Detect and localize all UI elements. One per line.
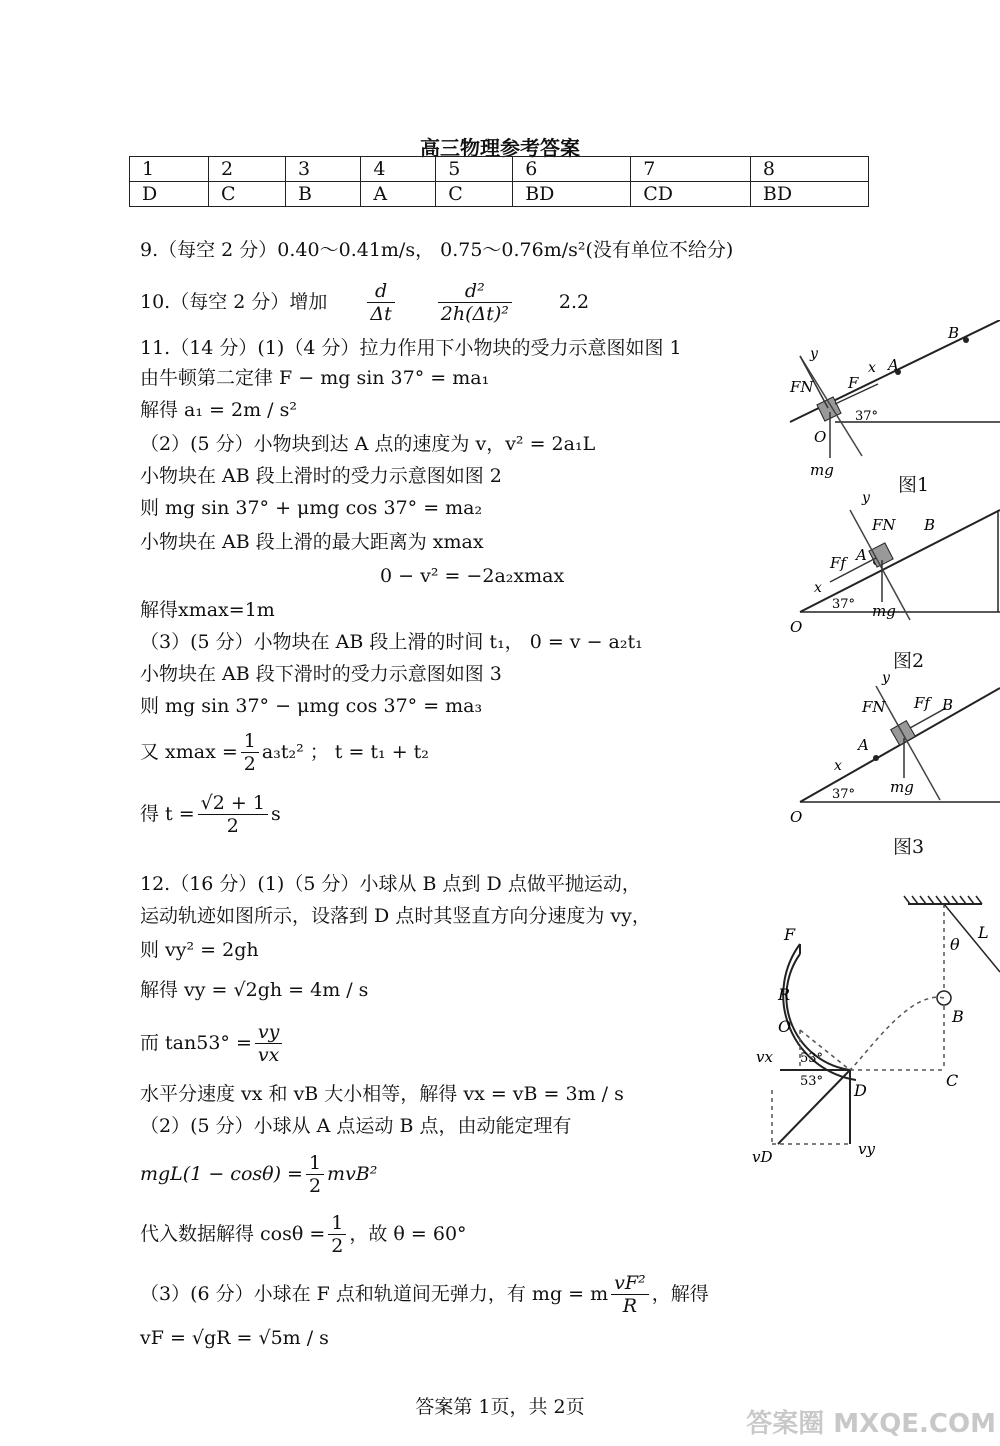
fraction-denominator: 2 xyxy=(226,814,239,837)
figure-2-diagram xyxy=(780,490,1000,640)
q12-line-10-prefix: （3）(6 分）小球在 F 点和轨道间无弹力，有 mg = m xyxy=(140,1283,609,1305)
q10-fraction-2 xyxy=(438,280,512,325)
friction-force-label: Ff xyxy=(830,554,846,572)
q11-line-13-prefix: 又 xmax = xyxy=(140,741,238,763)
q10-answer xyxy=(140,272,589,332)
angle-53-label: 53° xyxy=(800,1051,824,1066)
table-cell: C xyxy=(436,182,513,207)
q12-line-8-prefix: mgL(1 − cosθ) = xyxy=(140,1163,303,1185)
point-b-label: B xyxy=(952,1007,964,1026)
figure-1-caption: 图1 xyxy=(898,474,930,496)
q11-line-3: 解得 a₁ = 2m / s² xyxy=(140,399,297,421)
point-b-label: B xyxy=(948,324,960,342)
point-a-label: A xyxy=(858,736,869,754)
table-cell: 7 xyxy=(631,157,751,182)
fraction-numerator: √2 + 1 xyxy=(198,792,268,815)
vy-label: vy xyxy=(858,1140,875,1158)
theta-label: θ xyxy=(950,935,960,954)
q12-line-9-prefix: 代入数据解得 cosθ = xyxy=(140,1223,326,1245)
angle-53-label-2: 53° xyxy=(800,1074,824,1089)
x-axis-label: x xyxy=(868,360,876,376)
table-cell: 5 xyxy=(436,157,513,182)
q11-line-5: 小物块在 AB 段上滑时的受力示意图如图 2 xyxy=(140,465,502,487)
q11-line-14-fraction xyxy=(198,792,268,837)
table-cell: B xyxy=(286,182,361,207)
angle-label: 37° xyxy=(832,597,856,612)
angle-label: 37° xyxy=(855,409,879,424)
page-title: 高三物理参考答案 xyxy=(420,136,580,160)
q12-line-8-suffix: mvB² xyxy=(327,1163,378,1185)
fraction-denominator: 2h(Δt)² xyxy=(440,302,509,325)
q12-line-10 xyxy=(140,1264,709,1324)
fraction-denominator: vx xyxy=(257,1043,280,1066)
center-o-label: O xyxy=(778,1017,792,1036)
q12-line-7: （2）(5 分）小球从 A 点运动 B 点，由动能定理有 xyxy=(140,1115,572,1137)
fraction-numerator: vy xyxy=(255,1021,282,1044)
normal-force-label: FN xyxy=(862,698,886,716)
table-cell: D xyxy=(130,182,209,207)
point-b-label: B xyxy=(942,696,954,714)
q11-line-11: 小物块在 AB 段下滑时的受力示意图如图 3 xyxy=(140,663,502,685)
q12-line-9-suffix: ，故 θ = 60° xyxy=(349,1223,467,1245)
origin-label: O xyxy=(790,808,803,826)
vd-label: vD xyxy=(752,1148,773,1166)
fraction-denominator: 2 xyxy=(308,1174,322,1197)
point-b-label: B xyxy=(924,516,936,534)
q12-line-11: vF = √gR = √5m / s xyxy=(140,1327,329,1349)
table-cell: BD xyxy=(513,182,631,207)
q12-line-2: 运动轨迹如图所示，设落到 D 点时其竖直方向分速度为 vy， xyxy=(140,905,651,927)
q11-line-2: 由牛顿第二定律 F − mg sin 37° = ma₁ xyxy=(140,367,490,389)
q12-line-10-fraction xyxy=(611,1272,649,1317)
q12-line-8 xyxy=(140,1146,377,1202)
point-a-dot xyxy=(873,755,879,761)
radius-label: R xyxy=(778,985,791,1004)
block-icon xyxy=(869,543,893,567)
length-l-label: L xyxy=(978,923,989,942)
q10-fraction-1 xyxy=(367,280,394,325)
q11-line-6: 则 mg sin 37° + μmg cos 37° = ma₂ xyxy=(140,497,483,519)
fraction-numerator: d² xyxy=(438,280,512,303)
fraction-numerator: 1 xyxy=(241,730,259,753)
x-axis-label: x xyxy=(834,758,842,774)
normal-line xyxy=(800,356,862,456)
q10-value: 2.2 xyxy=(558,291,590,313)
q12-line-1: 12.（16 分）(1)（5 分）小球从 B 点到 D 点做平抛运动， xyxy=(140,873,641,895)
fraction-denominator: Δt xyxy=(370,302,392,325)
q11-line-9: 解得xmax=1m xyxy=(140,599,275,621)
q11-line-10: （3）(5 分）小物块在 AB 段上滑的时间 t₁， 0 = v − a₂t₁ xyxy=(140,631,643,653)
q12-line-5-prefix: 而 tan53° = xyxy=(140,1032,252,1054)
table-cell: 8 xyxy=(750,157,868,182)
q12-line-5-fraction xyxy=(255,1021,282,1066)
figure-3-caption: 图3 xyxy=(893,836,925,858)
angle-label: 37° xyxy=(832,787,856,802)
fraction-denominator: R xyxy=(622,1294,638,1317)
table-cell: CD xyxy=(631,182,751,207)
friction-force-label: Ff xyxy=(914,694,930,712)
x-axis-label: x xyxy=(814,580,822,596)
origin-label: O xyxy=(814,428,827,446)
y-axis-label: y xyxy=(882,670,890,686)
normal-force-label: FN xyxy=(872,516,896,534)
q12-line-8-fraction xyxy=(306,1152,324,1197)
answer-table-number-row xyxy=(130,157,869,182)
q11-line-8: 0 − v² = −2a₂xmax xyxy=(380,565,565,587)
page-footer: 答案第 1页，共 2页 xyxy=(415,1396,585,1418)
figure-3-diagram xyxy=(780,660,1000,830)
table-cell: BD xyxy=(750,182,868,207)
table-cell: 6 xyxy=(513,157,631,182)
gravity-label: mg xyxy=(890,778,914,796)
fraction-numerator: 1 xyxy=(306,1152,324,1175)
table-cell: 4 xyxy=(361,157,436,182)
q11-line-14-prefix: 得 t = xyxy=(140,803,195,825)
q12-line-9-fraction xyxy=(328,1212,346,1257)
table-cell: 3 xyxy=(286,157,361,182)
y-axis-label: y xyxy=(810,346,818,362)
table-cell: A xyxy=(361,182,436,207)
q12-line-3: 则 vy² = 2gh xyxy=(140,939,259,961)
fraction-numerator: d xyxy=(367,280,394,303)
trajectory-path xyxy=(850,997,944,1070)
answer-table-answer-row xyxy=(130,182,869,207)
gravity-label: mg xyxy=(872,602,896,620)
pull-force-label: F xyxy=(848,374,859,392)
q11-line-12: 则 mg sin 37° − μmg cos 37° = ma₃ xyxy=(140,695,483,717)
q11-line-1: 11.（14 分）(1)（4 分）拉力作用下小物块的受力示意图如图 1 xyxy=(140,337,682,359)
q12-line-5 xyxy=(140,1014,285,1072)
table-cell: C xyxy=(208,182,285,207)
table-cell: 2 xyxy=(208,157,285,182)
point-a-label: A xyxy=(856,546,867,564)
answer-table xyxy=(129,156,869,207)
q11-line-13 xyxy=(140,724,429,780)
watermark-logo xyxy=(746,1403,996,1440)
q11-line-14 xyxy=(140,786,281,842)
q9-answer: 9.（每空 2 分）0.40～0.41m/s， 0.75～0.76m/s²(没有单位不给分) xyxy=(140,239,734,261)
fraction-denominator: 2 xyxy=(243,752,256,775)
figure-2-caption: 图2 xyxy=(893,650,925,672)
q11-line-14-suffix: s xyxy=(270,803,281,825)
q11-line-13-suffix: a₃t₂² ； t = t₁ + t₂ xyxy=(261,741,429,763)
fraction-denominator: 2 xyxy=(331,1234,344,1257)
point-f-label: F xyxy=(784,925,796,944)
point-b-dot xyxy=(963,337,969,343)
fraction-numerator: vF² xyxy=(611,1272,649,1295)
table-cell: 1 xyxy=(130,157,209,182)
q12-line-4: 解得 vy = √2gh = 4m / s xyxy=(140,979,369,1001)
q11-line-13-fraction xyxy=(241,730,259,775)
q11-line-7: 小物块在 AB 段上滑的最大距离为 xmax xyxy=(140,531,484,553)
point-d-label: D xyxy=(854,1081,867,1100)
q10-prefix: 10.（每空 2 分）增加 xyxy=(140,291,328,313)
q11-line-4: （2）(5 分）小物块到达 A 点的速度为 v，v² = 2a₁L xyxy=(140,433,596,455)
gravity-label: mg xyxy=(810,461,834,479)
point-a-label: A xyxy=(888,356,899,374)
ceiling-hatch xyxy=(904,896,982,904)
q12-line-10-suffix: ，解得 xyxy=(651,1283,709,1305)
q12-line-6: 水平分速度 vx 和 vB 大小相等，解得 vx = vB = 3m / s xyxy=(140,1083,624,1105)
figure-4-diagram xyxy=(720,890,1000,1180)
fraction-numerator: 1 xyxy=(328,1212,346,1235)
normal-force-label: FN xyxy=(790,378,814,396)
watermark-text: 答案圈 MXQE.COM xyxy=(746,1409,996,1439)
y-axis-label: y xyxy=(862,490,870,506)
figure-1-diagram xyxy=(780,320,1000,500)
q12-line-9 xyxy=(140,1206,467,1262)
vx-label: vx xyxy=(756,1048,773,1066)
point-c-label: C xyxy=(946,1071,959,1090)
origin-label: O xyxy=(790,618,803,636)
